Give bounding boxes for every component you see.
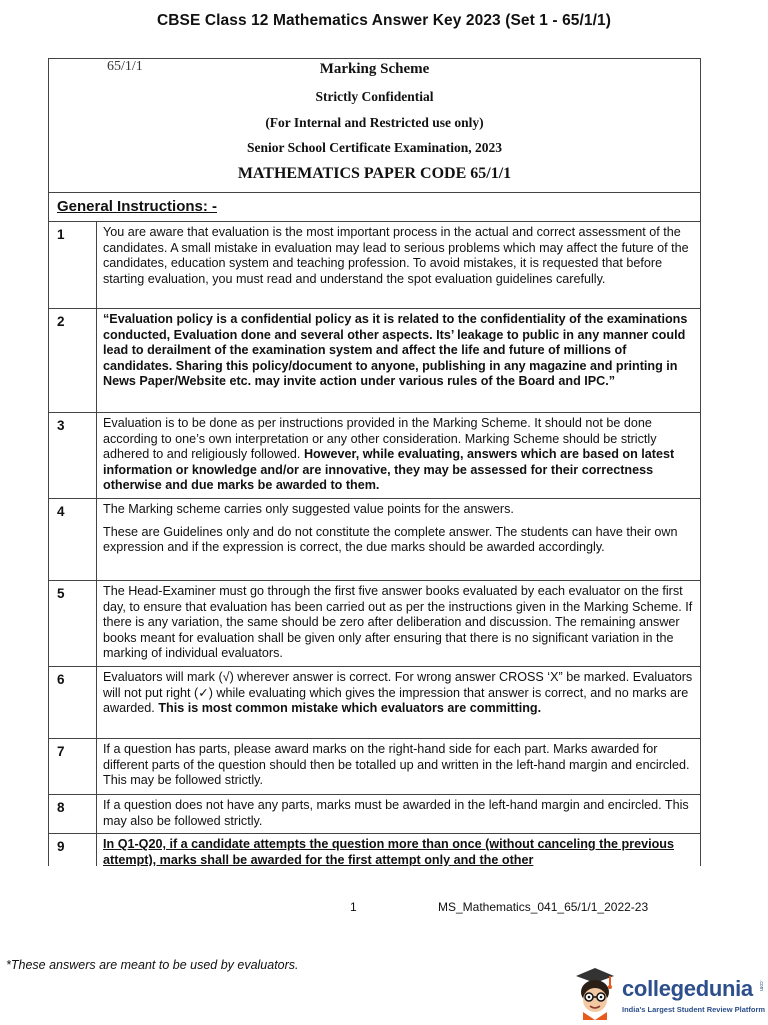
instruction-number: 9 [49, 834, 97, 866]
document-code: MS_Mathematics_041_65/1/1_2022-23 [438, 900, 649, 914]
evaluator-footnote: *These answers are meant to be used by evaluators. [6, 958, 299, 972]
general-instructions-heading: General Instructions: - [49, 193, 700, 222]
brand-tagline: India's Largest Student Review Platform [622, 1005, 766, 1014]
instruction-text: Evaluators will mark (√) wherever answer is correct. For wrong answer CROSS ‘X” be marked. Evaluators will not put right (✓) while evaluating which gives the impression that answer is correct, and no marks are awarded. [103, 670, 693, 716]
marking-scheme-heading: Marking Scheme [319, 61, 430, 77]
instruction-text: If a question does not have any parts, marks must be awarded in the left-hand margin and encircled. This may also be followed strictly. [103, 798, 689, 828]
instruction-text: If a question has parts, please award marks on the right-hand side for each part. Marks awarded for different parts of the question should then be totalled up and written in the left-hand margin and encircled. This may be followed strictly. [103, 742, 690, 788]
instruction-number: 1 [49, 222, 97, 308]
instruction-row [49, 222, 700, 309]
instruction-number: 3 [49, 413, 97, 498]
instruction-row [49, 499, 700, 581]
instruction-text: The Head-Examiner must go through the first five answer books evaluated by each evaluator on the first day, to ensure that evaluation has been carried out as per the instructions given in the Marking Scheme. If there is any variation, the same should be zero after deliberation and discussion. The remaining answer books meant for evaluation shall be given only after ensuring that there is no significant variation in the marking of individual evaluators. [103, 584, 693, 661]
instruction-text: You are aware that evaluation is the most important process in the actual and correct assessment of the candidates. A small mistake in evaluation may lead to serious problems which may affect the future of the candidates, education system and teaching profession. To avoid mistakes, it is requested that before starting evaluation, you must read and understand the spot evaluation guidelines carefully. [103, 225, 689, 286]
instruction-text: In Q1-Q20, if a candidate attempts the question more than once (without canceling the previous attempt), marks shall be awarded for the first attempt only and the other [103, 837, 675, 866]
instruction-row [49, 309, 700, 413]
instruction-bold-text: However, while evaluating, answers which are based on latest information or knowledge and/or are innovative, they may be assessed for their correctness otherwise and due marks be awarded to them. [103, 447, 675, 493]
instruction-row [49, 834, 700, 866]
instruction-text-secondary: These are Guidelines only and do not constitute the complete answer. The students can have their own expression and if the expression is correct, the due marks should be awarded accordingly. [103, 524, 678, 555]
instruction-number: 5 [49, 581, 97, 666]
instruction-text: “Evaluation policy is a confidential policy as it is related to the confidentiality of the examinations conducted, Evaluation done and several other aspects. Its’ leakage to public in any manner could lead to derailment of the examination system and affect the life and future of millions of candidates. Sharing this policy/document to anyone, publishing in any magazine and printing in News Paper/Website etc. may invite action under various rules of the Board and IPC.” [103, 312, 688, 389]
internal-use-label: (For Internal and Restricted use only) [265, 115, 484, 130]
student-mascot-icon [570, 964, 620, 1020]
instruction-bold-text: This is most common mistake which evaluators are committing. [158, 701, 542, 716]
overlapping-code-text: 65/1/1 [107, 59, 143, 74]
collegedunia-logo[interactable] [570, 964, 765, 1020]
instruction-text: Evaluation is to be done as per instructions provided in the Marking Scheme. It should not be done according to one’s own interpretation or any other consideration. Marking Scheme should be strictly adhered to and religiously followed. [103, 416, 657, 462]
marking-scheme-sheet [48, 58, 701, 866]
instruction-text: The Marking scheme carries only suggested value points for the answers. [103, 502, 514, 516]
instruction-row [49, 739, 700, 795]
instruction-number: 4 [49, 499, 97, 580]
page-number: 1 [350, 900, 357, 914]
instruction-number: 8 [49, 795, 97, 833]
confidential-label: Strictly Confidential [315, 89, 434, 104]
brand-domain: .com [758, 980, 764, 991]
paper-code-heading: MATHEMATICS PAPER CODE 65/1/1 [237, 165, 512, 182]
instruction-number: 2 [49, 309, 97, 412]
document-title: CBSE Class 12 Mathematics Answer Key 2023 (Set 1 - 65/1/1) [156, 12, 612, 29]
instruction-row [49, 581, 700, 667]
scheme-header [49, 59, 700, 193]
brand-name: collegedunia [622, 976, 753, 1001]
instruction-row [49, 795, 700, 834]
instruction-row [49, 667, 700, 739]
instruction-row [49, 413, 700, 499]
instruction-number: 7 [49, 739, 97, 794]
instruction-number: 6 [49, 667, 97, 738]
exam-name: Senior School Certificate Examination, 2023 [246, 140, 503, 155]
